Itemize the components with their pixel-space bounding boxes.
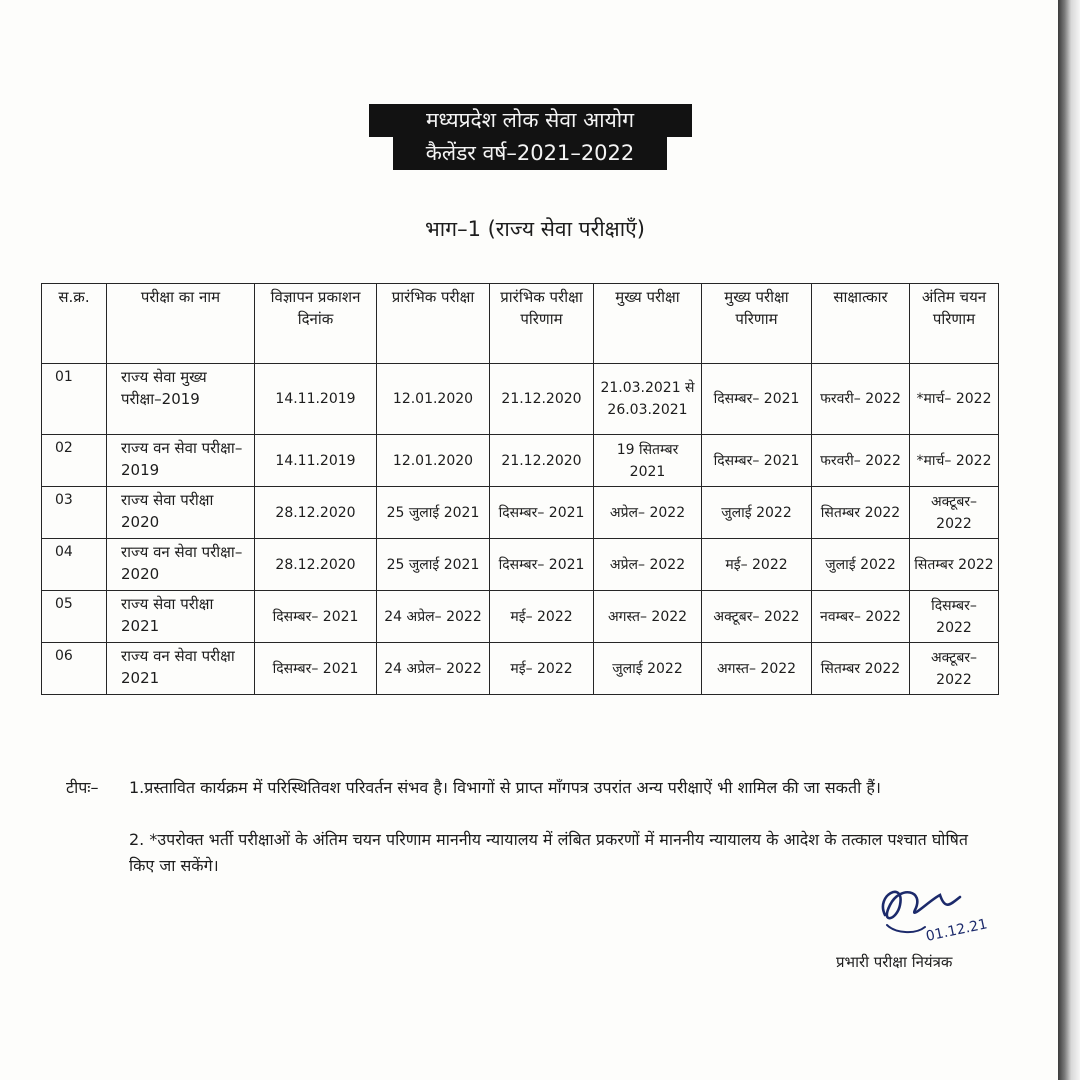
column-header: परीक्षा का नाम bbox=[107, 284, 255, 364]
table-cell: दिसम्बर– 2021 bbox=[702, 364, 812, 435]
note-2: 2. *उपरोक्त भर्ती परीक्षाओं के अंतिम चयन परिणाम माननीय न्यायालय में लंबित प्रकरणों में माननीय न्यायालय के आदेश के तत्काल पश्चात घोषित किए जा सकेंगे। bbox=[129, 830, 968, 875]
table-cell: दिसम्बर– 2021 bbox=[490, 539, 594, 591]
table-cell: 21.03.2021 से 26.03.2021 bbox=[594, 364, 702, 435]
table-row bbox=[42, 435, 999, 487]
table-cell: दिसम्बर– 2021 bbox=[702, 435, 812, 487]
signatory-designation: प्रभारी परीक्षा नियंत्रक bbox=[836, 953, 953, 971]
table-cell: दिसम्बर– 2022 bbox=[910, 591, 999, 643]
document-title bbox=[367, 104, 693, 170]
table-cell: राज्य सेवा परीक्षा 2021 bbox=[107, 591, 255, 643]
column-header: स.क्र. bbox=[42, 284, 107, 364]
column-header: अंतिम चयन परिणाम bbox=[910, 284, 999, 364]
table-cell: राज्य वन सेवा परीक्षा 2021 bbox=[107, 643, 255, 695]
table-cell: फरवरी– 2022 bbox=[812, 435, 910, 487]
table-cell: 04 bbox=[42, 539, 107, 591]
table-cell: 24 अप्रेल– 2022 bbox=[377, 643, 490, 695]
note-1: 1.प्रस्तावित कार्यक्रम में परिस्थितिवश परिवर्तन संभव है। विभागों से प्राप्त माँगपत्र उपरांत अन्य परीक्षाऐं भी शामिल की जा सकती हैं। bbox=[129, 778, 881, 797]
table-cell: 21.12.2020 bbox=[490, 435, 594, 487]
column-header: मुख्य परीक्षा परिणाम bbox=[702, 284, 812, 364]
table-cell: 12.01.2020 bbox=[377, 364, 490, 435]
table-row bbox=[42, 643, 999, 695]
table-cell: 24 अप्रेल– 2022 bbox=[377, 591, 490, 643]
column-header: प्रारंभिक परीक्षा bbox=[377, 284, 490, 364]
table-cell: फरवरी– 2022 bbox=[812, 364, 910, 435]
table-cell: राज्य सेवा परीक्षा 2020 bbox=[107, 487, 255, 539]
table-cell: राज्य सेवा मुख्य परीक्षा–2019 bbox=[107, 364, 255, 435]
table-cell: जुलाई 2022 bbox=[812, 539, 910, 591]
table-cell: अप्रेल– 2022 bbox=[594, 487, 702, 539]
org-name: मध्यप्रदेश लोक सेवा आयोग bbox=[369, 104, 692, 137]
table-cell: 21.12.2020 bbox=[490, 364, 594, 435]
exam-calendar-table bbox=[41, 283, 999, 695]
table-cell: 14.11.2019 bbox=[255, 364, 377, 435]
table-cell: 14.11.2019 bbox=[255, 435, 377, 487]
table-cell: मई– 2022 bbox=[702, 539, 812, 591]
table-cell: *मार्च– 2022 bbox=[910, 435, 999, 487]
table-cell: अक्टूबर– 2022 bbox=[910, 487, 999, 539]
table-cell: 25 जुलाई 2021 bbox=[377, 539, 490, 591]
column-header: मुख्य परीक्षा bbox=[594, 284, 702, 364]
table-cell: 06 bbox=[42, 643, 107, 695]
signature-image bbox=[855, 875, 995, 945]
part-heading: भाग–1 (राज्य सेवा परीक्षाएँ) bbox=[425, 217, 645, 241]
table-cell: दिसम्बर– 2021 bbox=[255, 591, 377, 643]
column-header: प्रारंभिक परीक्षा परिणाम bbox=[490, 284, 594, 364]
table-row bbox=[42, 539, 999, 591]
table-cell: जुलाई 2022 bbox=[594, 643, 702, 695]
table-header-row bbox=[42, 284, 999, 364]
table-cell: सितम्बर 2022 bbox=[812, 487, 910, 539]
table-cell: 03 bbox=[42, 487, 107, 539]
column-header: साक्षात्कार bbox=[812, 284, 910, 364]
scan-edge bbox=[1058, 0, 1080, 1080]
table-cell: 02 bbox=[42, 435, 107, 487]
table-row bbox=[42, 591, 999, 643]
table-cell: सितम्बर 2022 bbox=[812, 643, 910, 695]
table-cell: अक्टूबर– 2022 bbox=[910, 643, 999, 695]
table-cell: अगस्त– 2022 bbox=[702, 643, 812, 695]
table-cell: मई– 2022 bbox=[490, 591, 594, 643]
table-cell: 28.12.2020 bbox=[255, 487, 377, 539]
signature-date: 01.12.21 bbox=[924, 916, 989, 945]
table-cell: राज्य वन सेवा परीक्षा–2019 bbox=[107, 435, 255, 487]
table-cell: नवम्बर– 2022 bbox=[812, 591, 910, 643]
table-cell: जुलाई 2022 bbox=[702, 487, 812, 539]
table-cell: सितम्बर 2022 bbox=[910, 539, 999, 591]
table-cell: दिसम्बर– 2021 bbox=[490, 487, 594, 539]
column-header: विज्ञापन प्रकाशन दिनांक bbox=[255, 284, 377, 364]
table-row bbox=[42, 364, 999, 435]
table-cell: मई– 2022 bbox=[490, 643, 594, 695]
table-cell: दिसम्बर– 2021 bbox=[255, 643, 377, 695]
table-cell: 12.01.2020 bbox=[377, 435, 490, 487]
table-cell: राज्य वन सेवा परीक्षा–2020 bbox=[107, 539, 255, 591]
table-cell: *मार्च– 2022 bbox=[910, 364, 999, 435]
table-row bbox=[42, 487, 999, 539]
table-cell: 25 जुलाई 2021 bbox=[377, 487, 490, 539]
notes-label: टीपः– bbox=[66, 778, 99, 797]
table-cell: 19 सितम्बर 2021 bbox=[594, 435, 702, 487]
table-cell: 01 bbox=[42, 364, 107, 435]
table-cell: 28.12.2020 bbox=[255, 539, 377, 591]
table-cell: अक्टूबर– 2022 bbox=[702, 591, 812, 643]
table-cell: अप्रेल– 2022 bbox=[594, 539, 702, 591]
calendar-year: कैलेंडर वर्ष–2021–2022 bbox=[393, 137, 667, 170]
table-cell: 05 bbox=[42, 591, 107, 643]
table-cell: अगस्त– 2022 bbox=[594, 591, 702, 643]
